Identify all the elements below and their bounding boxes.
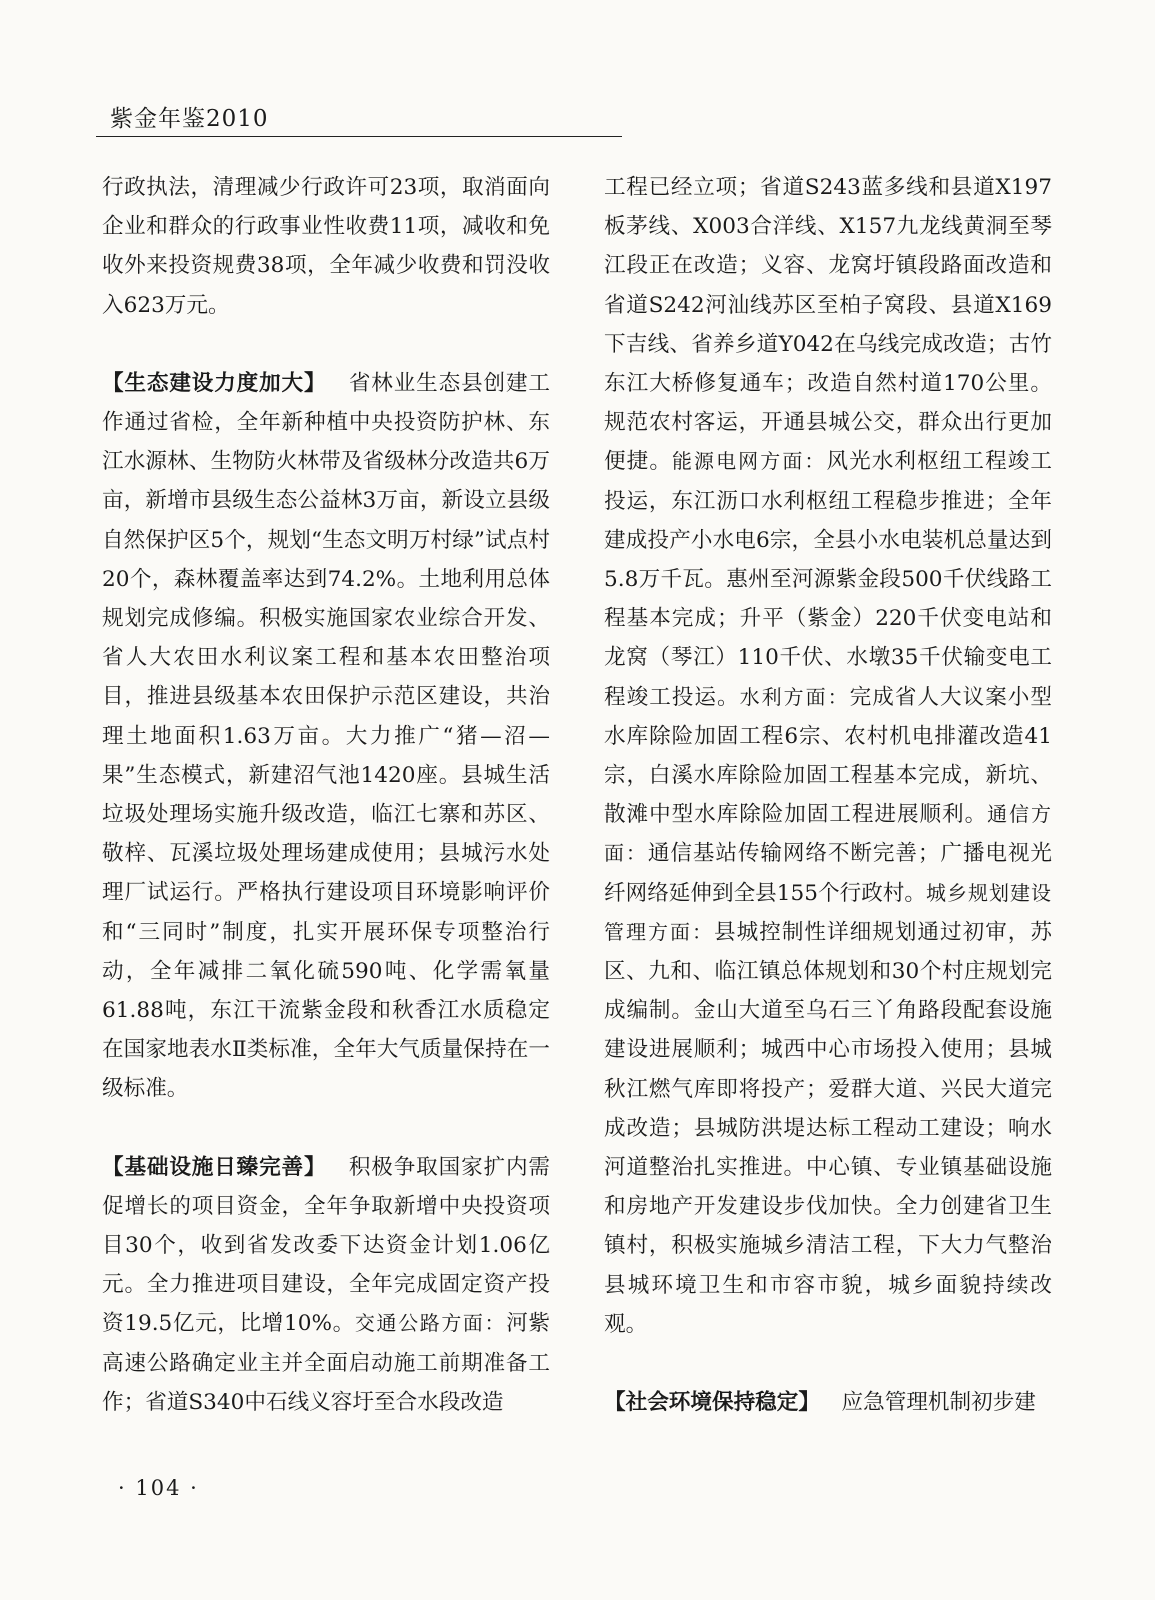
section-body: 应急管理机制初步建 bbox=[841, 1390, 1036, 1416]
section-body: 省林业生态县创建工作通过省检，全年新种植中央投资防护林、东江水源林、生物防火林带及省级林分改造共6万亩，新增市县级生态公益林3万亩，新设立县级自然保护区5个，规划“生态文明万村绿”试点村20个，森林覆盖率达到74.2%。土地利用总体规划完成修编。积极实施国家农业综合开发、省人大农田水利议案工程和基本农田整治项目，推进县级基本农田保护示范区建设，共治理土地面积1.63万亩。大力推广“猪—沼—果”生态模式，新建沼气池1420座。县城生活垃圾处理场实施升级改造，临江七寨和苏区、敬梓、瓦溪垃圾处理场建成使用；县城污水处理厂试运行。严格执行建设项目环境影响评价和“三同时”制度，扎实开展环保专项整治行动，全年减排二氧化硫590吨、化学需氧量61.88吨，东江干流紫金段和秋香江水质稳定在国家地表水Ⅱ类标准，全年大气质量保持在一级标准。 bbox=[102, 370, 550, 1102]
page-number: · 104 · bbox=[118, 1476, 199, 1500]
section-infrastructure bbox=[102, 1148, 550, 1422]
left-column bbox=[102, 168, 550, 1422]
page-header-title: 紫金年鉴2010 bbox=[110, 106, 269, 132]
subheading: 能源电网方面： bbox=[671, 449, 827, 474]
subheading: 交通公路方面： bbox=[354, 1311, 507, 1336]
section-body: 县城控制性详细规划通过初审，苏区、九和、临江镇总体规划和30个村庄规划完成编制。金山大道至乌石三丫角路段配套设施建设进展顺利；城西中心市场投入使用；县城秋江燃气库即将投产；爱群大道、兴民大道完成改造；县城防洪堤达标工程动工建设；响水河道整治扎实推进。中心镇、专业镇基础设施和房地产开发建设步伐加快。全力创建省卫生镇村，积极实施城乡清洁工程，下大力气整治县城环境卫生和市容市貌，城乡面貌持续改观。 bbox=[604, 919, 1052, 1337]
section-body: 工程已经立项；省道S243蓝多线和县道X197板茅线、X003合洋线、X157九龙线黄洞至琴江段正在改造；义容、龙窝圩镇段路面改造和省道S242河汕线苏区至柏子窝段、县道X169下吉线、省养乡道Y042在乌线完成改造；古竹东江大桥修复通车；改造自然村道170公里。规范农村客运，开通县城公交，群众出行更加便捷。 bbox=[604, 175, 1052, 475]
header-rule bbox=[96, 136, 622, 137]
paragraph-gap bbox=[102, 1109, 550, 1148]
subheading: 水利方面： bbox=[739, 684, 850, 709]
section-ecology bbox=[102, 364, 550, 1109]
section-body: 积极争取国家扩内需促增长的项目资金，全年争取新增中央投资项目30个，收到省发改委下达资金计划1.06亿元。全力推进项目建设，全年完成固定资产投资19.5亿元，比增10%。 bbox=[102, 1154, 550, 1337]
subheading: 通信方面： bbox=[604, 802, 1052, 866]
right-column bbox=[604, 168, 1052, 1422]
section-heading: 【生态建设力度加大】 bbox=[102, 370, 327, 396]
section-infrastructure-cont bbox=[604, 168, 1052, 1344]
section-body: 河紫高速公路确定业主并全面启动施工前期准备工作；省道S340中石线义容圩至合水段改造 bbox=[102, 1311, 550, 1415]
section-heading: 【社会环境保持稳定】 bbox=[604, 1390, 820, 1416]
section-body: 通信基站传输网络不断完善；广播电视光纤网络延伸到全县155个行政村。 bbox=[604, 841, 1052, 906]
paragraph: 行政执法，清理减少行政许可23项，取消面向企业和群众的行政事业性收费11项，减收和免收外来投资规费38项，全年减少收费和罚没收入623万元。 bbox=[102, 175, 550, 318]
subheading: 城乡规划建设管理方面： bbox=[604, 880, 1053, 944]
section-body: 完成省人大议案小型水库除险加固工程6宗、农村机电排灌改造41宗，白溪水库除险加固工程基本完成，新坑、散滩中型水库除险加固工程进展顺利。 bbox=[604, 684, 1052, 828]
section-social bbox=[604, 1383, 1052, 1422]
section-body: 风光水利枢纽工程竣工投运，东江沥口水利枢纽工程稳步推进；全年建成投产小水电6宗，全县小水电装机总量达到5.8万千瓦。惠州至河源紫金段500千伏线路工程基本完成；升平（紫金）220千伏变电站和龙窝（琴江）110千伏、水墩35千伏输变电工程竣工投运。 bbox=[604, 449, 1052, 710]
paragraph-gap bbox=[604, 1344, 1052, 1383]
paragraph-gap bbox=[102, 325, 550, 364]
section-heading: 【基础设施日臻完善】 bbox=[102, 1154, 327, 1180]
